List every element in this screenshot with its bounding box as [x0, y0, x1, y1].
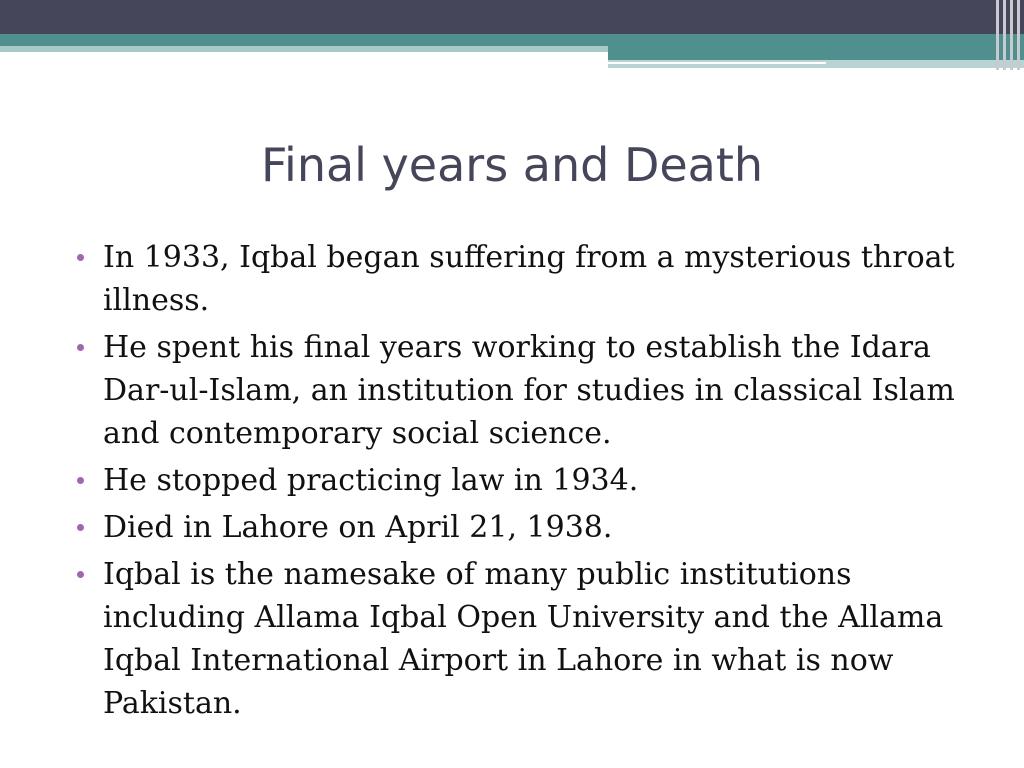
bullet-text: He stopped practicing law in 1934.	[103, 463, 639, 498]
bullet-marker-icon	[77, 571, 84, 578]
bullet-item	[74, 459, 974, 502]
header-stripe	[1010, 0, 1013, 70]
bullet-text: Iqbal is the namesake of many public institutions including Allama Iqbal Open University and the Allama Iqbal International Airport in Lahore in what is now Pakistan.	[103, 557, 944, 721]
bullet-item	[74, 553, 974, 725]
header-band-light	[0, 46, 608, 52]
bullet-text: In 1933, Iqbal began suffering from a mysterious throat illness.	[103, 240, 955, 318]
header-stripe	[1017, 0, 1020, 70]
header-stripe	[996, 0, 999, 70]
header-band-step-line	[608, 62, 826, 64]
header-stripes-decoration	[994, 0, 1024, 70]
bullet-item	[74, 326, 974, 455]
bullet-item	[74, 506, 974, 549]
bullet-marker-icon	[77, 524, 84, 531]
header-band-dark	[0, 0, 1024, 34]
header-band-step	[608, 46, 1024, 60]
header-stripe	[1003, 0, 1006, 70]
bullet-marker-icon	[77, 254, 84, 261]
bullet-marker-icon	[77, 344, 84, 351]
bullet-text: Died in Lahore on April 21, 1938.	[103, 510, 613, 545]
bullet-item	[74, 236, 974, 322]
bullet-marker-icon	[77, 477, 84, 484]
header-band-teal	[0, 34, 1024, 46]
bullet-text: He spent his final years working to establish the Idara Dar-ul-Islam, an institution for studies in classical Islam and contemporary social science.	[103, 330, 955, 451]
bullet-list	[74, 236, 974, 729]
slide-title: Final years and Death	[260, 138, 764, 192]
